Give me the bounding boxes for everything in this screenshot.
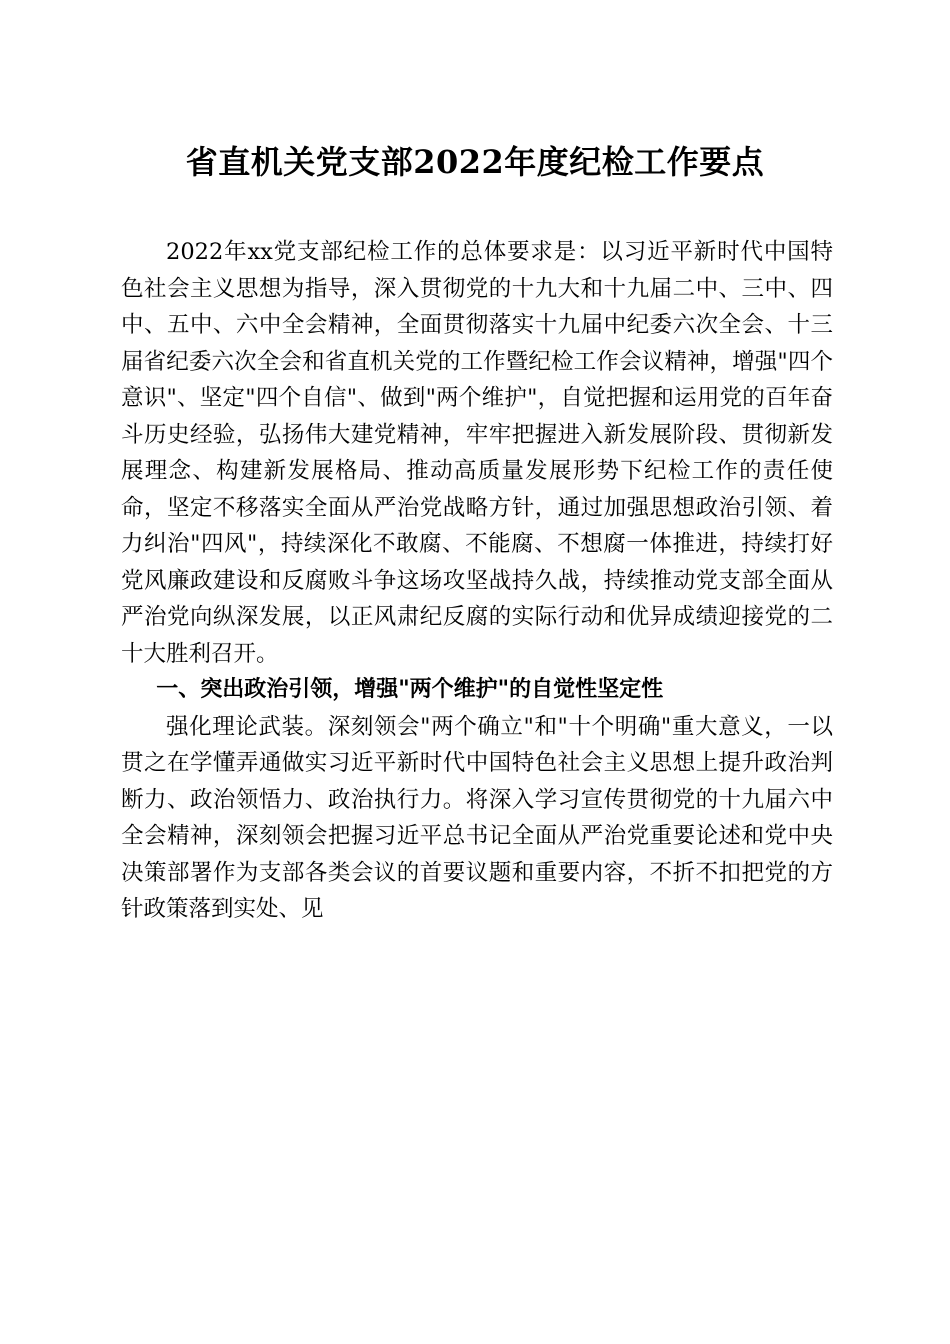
intro-paragraph: 2022年xx党支部纪检工作的总体要求是：以习近平新时代中国特色社会主义思想为指导，深入贯彻党的十九大和十九届二中、三中、四中、五中、六中全会精神，全面贯彻落实十九届中纪委六次全会、十三届省纪委六次全会和省直机关党的工作暨纪检工作会议精神，增强"四个意识"、坚定"四个自信"、做到"两个维护"，自觉把握和运用党的百年奋斗历史经验，弘扬伟大建党精神，牢牢把握进入新发展阶段、贯彻新发展理念、构建新发展格局、推动高质量发展形势下纪检工作的责任使命，坚定不移落实全面从严治党战略方针，通过加强思想政治引领、着力纠治"四风"，持续深化不敢腐、不能腐、不想腐一体推进，持续打好党风廉政建设和反腐败斗争这场攻坚战持久战，持续推动党支部全面从严治党向纵深发展，以正风肃纪反腐的实际行动和优异成绩迎接党的二十大胜利召开。 <box>121 239 833 667</box>
section-paragraph: 强化理论武装。深刻领会"两个确立"和"十个明确"重大意义，一以贯之在学懂弄通做实习近平新时代中国特色社会主义思想上提升政治判断力、政治领悟力、政治执行力。将深入学习宣传贯彻党的十九届六中全会精神，深刻领会把握习近平总书记全面从严治党重要论述和党中央决策部署作为支部各类会议的首要议题和重要内容，不折不扣把党的方针政策落到实处、见 <box>121 713 833 922</box>
section-heading: 一、突出政治引领，增强"两个维护"的自觉性坚定性 <box>156 677 664 702</box>
document-title: 省直机关党支部2022年度纪检工作要点 <box>185 143 765 181</box>
document-body <box>121 234 833 928</box>
